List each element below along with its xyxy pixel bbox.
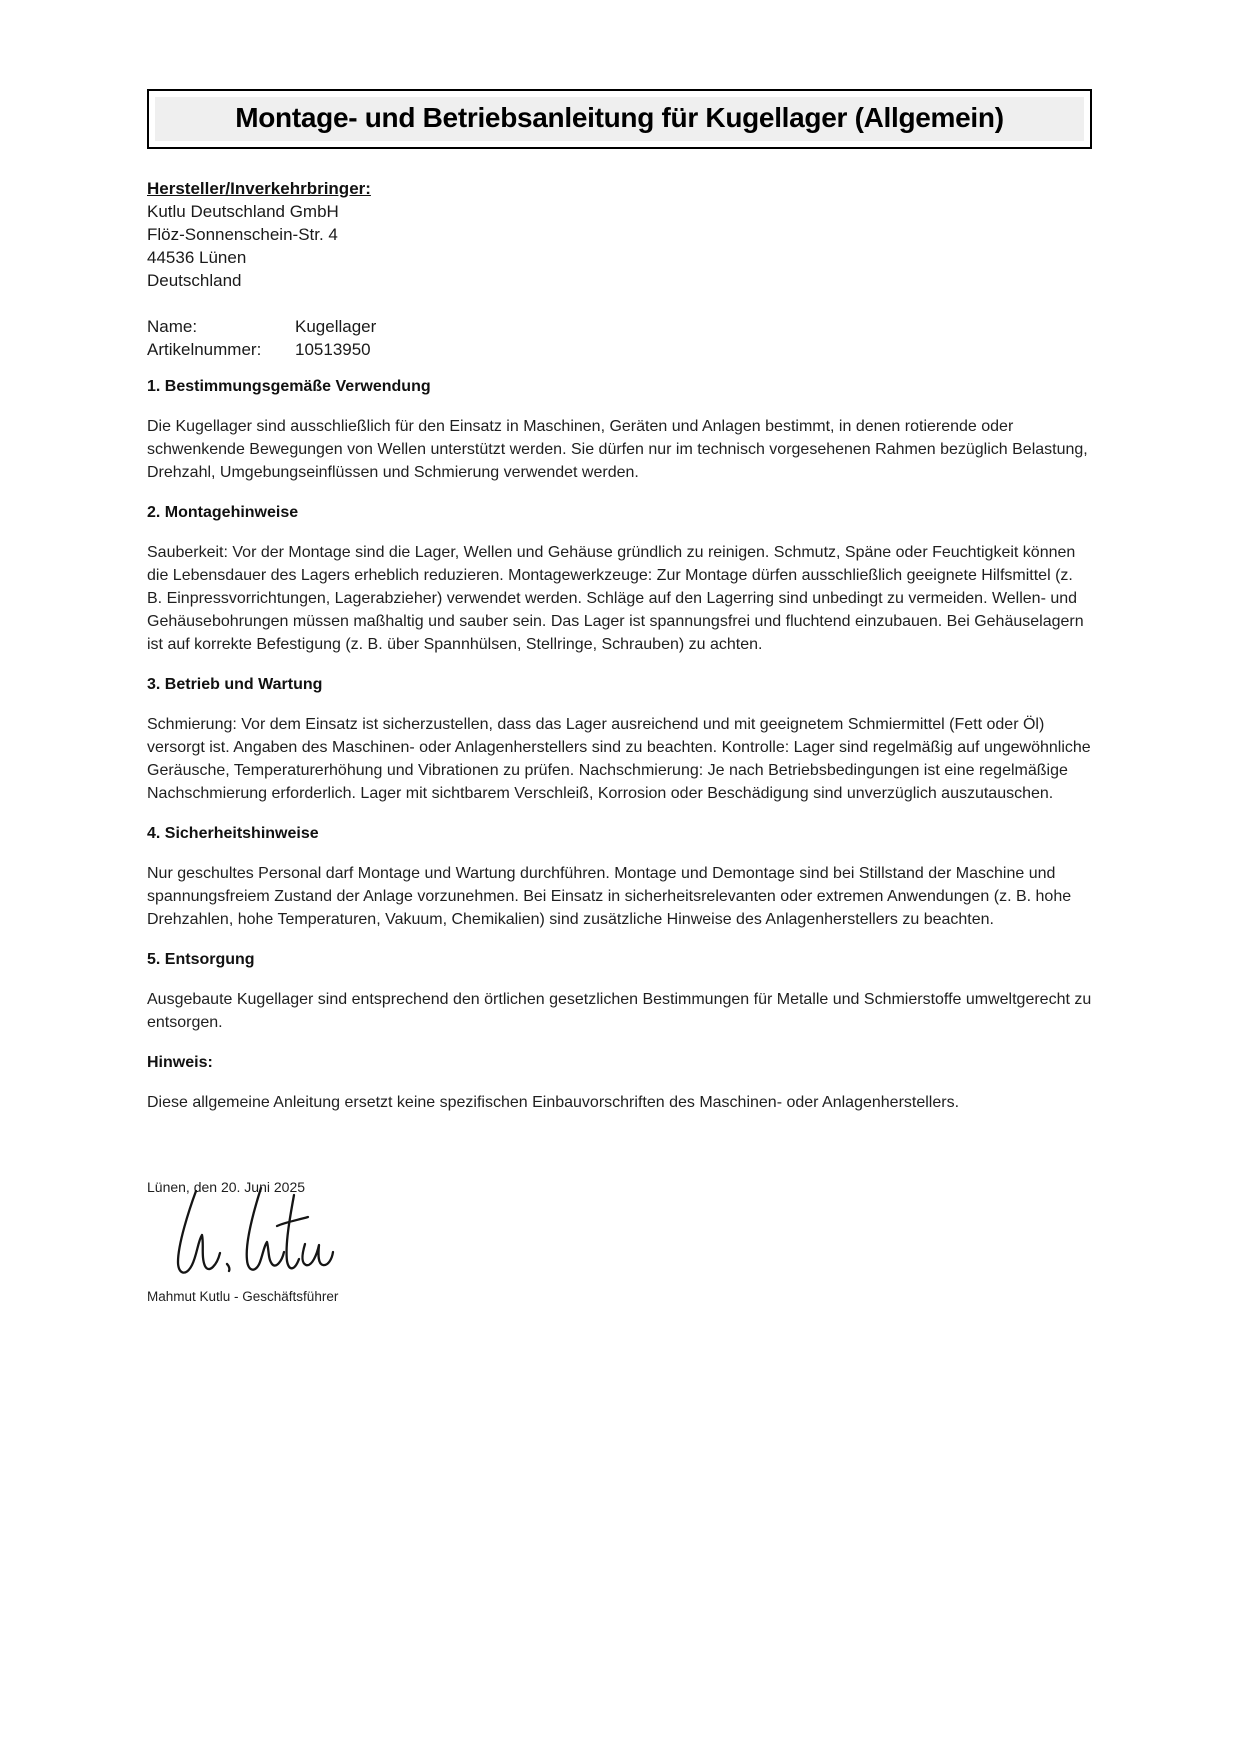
product-articlenumber-value: 10513950 (295, 340, 371, 359)
document-content (147, 0, 1092, 1305)
section-3-heading: 3. Betrieb und Wartung (147, 676, 323, 693)
manufacturer-company: Kutlu Deutschland GmbH (147, 202, 339, 221)
document-title-bar (155, 97, 1084, 141)
section-3-body: Schmierung: Vor dem Einsatz ist sicherzustellen, dass das Lager ausreichend und mit geeignetem Schmiermittel (Fett oder Öl) versorgt ist. Angaben des Maschinen- oder Anlagenherstellers sind zu beachten. Kontrolle: Lager sind regelmäßig auf ungewöhnliche Geräusche, Temperaturerhöhung und Vibrationen zu prüfen. Nachschmierung: Je nach Betriebsbedingungen ist eine regelmäßige Nachschmierung erforderlich. Lager mit sichtbarem Verschleiß, Korrosion oder Beschädigung sind unverzüglich auszutauschen. (147, 716, 1091, 802)
section-5-heading: 5. Entsorgung (147, 951, 255, 968)
signature-signer: Mahmut Kutlu - Geschäftsführer (147, 1289, 339, 1304)
note-heading: Hinweis: (147, 1054, 213, 1071)
product-articlenumber-row (147, 338, 1092, 361)
section-5-body: Ausgebaute Kugellager sind entsprechend den örtlichen gesetzlichen Bestimmungen für Metalle und Schmierstoffe umweltgerecht zu entsorgen. (147, 991, 1092, 1031)
sections (147, 375, 1092, 1114)
document-title: Montage- und Betriebsanleitung für Kugellager (Allgemein) (235, 102, 1004, 133)
note-body: Diese allgemeine Anleitung ersetzt keine spezifischen Einbauvorschriften des Maschinen- oder Anlagenherstellers. (147, 1094, 960, 1111)
section-2-body: Sauberkeit: Vor der Montage sind die Lager, Wellen und Gehäuse gründlich zu reinigen. Schmutz, Späne oder Feuchtigkeit können die Lebensdauer des Lagers erheblich reduzieren. Montagewerkzeuge: Zur Montage dürfen ausschließlich geeignete Hilfsmittel (z. B. Einpressvorrichtungen, Lagerabzieher) verwendet werden. Schläge auf den Lagerring sind unbedingt zu vermeiden. Wellen- und Gehäusebohrungen müssen maßhaltig und sauber sein. Das Lager ist spannungsfrei und fluchtend einzubauen. Bei Gehäuselagern ist auf korrekte Befestigung (z. B. über Spannhülsen, Stellringe, Schrauben) zu achten. (147, 544, 1084, 653)
section-1-heading: 1. Bestimmungsgemäße Verwendung (147, 378, 431, 395)
product-name-row (147, 315, 1092, 338)
signature-place-date: Lünen, den 20. Juni 2025 (147, 1179, 306, 1195)
section-1-body: Die Kugellager sind ausschließlich für den Einsatz in Maschinen, Geräten und Anlagen bestimmt, in denen rotierende oder schwenkende Bewegungen von Wellen unterstützt werden. Sie dürfen nur im technisch vorgesehenen Rahmen bezüglich Belastung, Drehzahl, Umgebungseinflüssen und Schmierung verwendet werden. (147, 418, 1088, 481)
handwritten-signature-image (165, 1184, 340, 1284)
manufacturer-city: 44536 Lünen (147, 248, 247, 267)
product-articlenumber-label: Artikelnummer: (147, 340, 262, 359)
document-title-box (147, 89, 1092, 149)
manufacturer-street: Flöz-Sonnenschein-Str. 4 (147, 225, 338, 244)
product-name-label: Name: (147, 317, 198, 336)
section-4-body: Nur geschultes Personal darf Montage und Wartung durchführen. Montage und Demontage sind bei Stillstand der Maschine und spannungsfreiem Zustand der Anlage vorzunehmen. Bei Einsatz in sicherheitsrelevanten oder extremen Anwendungen (z. B. hohe Drehzahlen, hohe Temperaturen, Vakuum, Chemikalien) sind zusätzliche Hinweise des Anlagenherstellers zu beachten. (147, 865, 1072, 928)
section-2-heading: 2. Montagehinweise (147, 504, 299, 521)
product-name-value: Kugellager (295, 317, 377, 336)
product-info (147, 315, 1092, 361)
signature-block (147, 1178, 1092, 1305)
manufacturer-heading: Hersteller/Inverkehrbringer: (147, 179, 371, 198)
section-4-heading: 4. Sicherheitshinweise (147, 825, 319, 842)
manufacturer-country: Deutschland (147, 271, 242, 290)
